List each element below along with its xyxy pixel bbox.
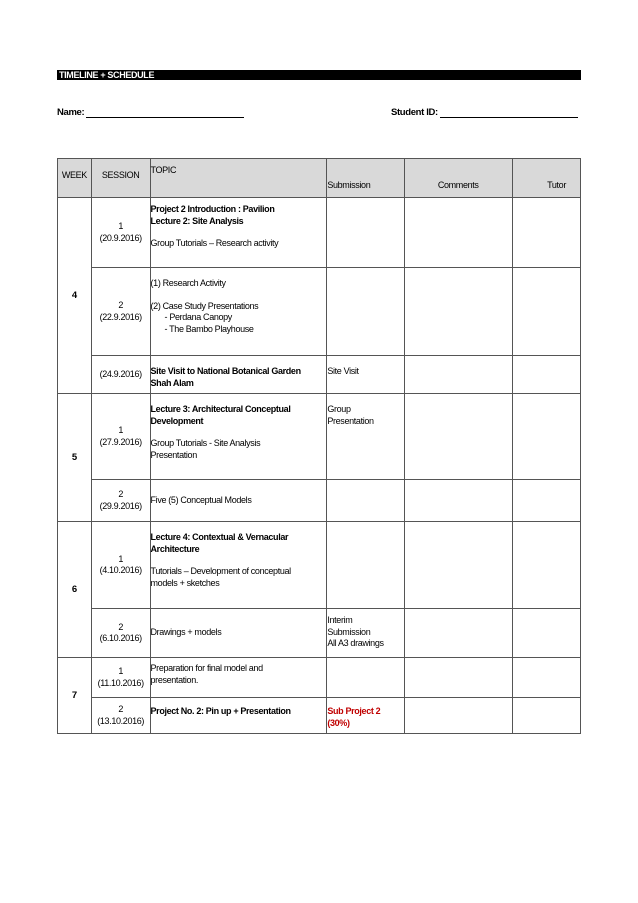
session-number: 2 — [118, 489, 123, 499]
topic-cell — [150, 356, 327, 394]
table-row — [58, 609, 581, 658]
topic-line: Development — [150, 415, 204, 426]
comments-cell[interactable] — [404, 394, 512, 480]
session-cell — [91, 658, 150, 698]
submission-cell[interactable] — [327, 198, 404, 268]
student-id-label: Student ID: — [391, 107, 438, 118]
tutor-cell[interactable] — [512, 356, 580, 394]
topic-line: (1) Research Activity — [150, 278, 226, 288]
topic-line: - Perdana Canopy — [164, 312, 232, 322]
session-number: 1 — [118, 425, 123, 435]
topic-line: Architecture — [150, 543, 200, 554]
topic-line: Preparation for final model and — [150, 663, 263, 673]
session-date: (4.10.2016) — [99, 565, 142, 575]
topic-line: Site Visit to National Botanical Garden — [150, 366, 301, 376]
submission-line: Submission — [327, 626, 371, 637]
session-cell — [91, 522, 150, 609]
submission-cell[interactable] — [327, 268, 404, 356]
topic-line: Presentation — [150, 449, 197, 460]
tutor-cell[interactable] — [512, 522, 580, 609]
submission-line: Presentation — [327, 415, 374, 426]
student-id-blank[interactable] — [440, 108, 578, 118]
table-row — [58, 522, 581, 609]
topic-line: Group Tutorials - Site Analysis — [150, 438, 261, 448]
col-comments: Comments — [404, 159, 512, 198]
topic-cell — [150, 658, 327, 698]
col-session: SESSION — [91, 159, 150, 198]
session-cell — [91, 480, 150, 522]
session-cell — [91, 268, 150, 356]
submission-line: Sub Project 2 — [327, 706, 381, 716]
session-cell — [91, 698, 150, 734]
submission-line: Group — [327, 404, 351, 414]
col-tutor: Tutor — [512, 159, 580, 198]
session-number: 2 — [118, 300, 123, 310]
week-cell — [58, 522, 92, 658]
topic-cell — [150, 268, 327, 356]
week-number: 5 — [71, 451, 77, 463]
table-row — [58, 268, 581, 356]
name-field — [57, 107, 244, 118]
session-date: (13.10.2016) — [97, 715, 145, 726]
tutor-cell[interactable] — [512, 658, 580, 698]
comments-cell[interactable] — [404, 698, 512, 734]
topic-line: Lecture 4: Contextual & Vernacular — [150, 532, 289, 542]
topic-line: presentation. — [150, 674, 199, 685]
tutor-cell[interactable] — [512, 609, 580, 658]
submission-cell[interactable] — [327, 394, 404, 480]
name-blank[interactable] — [86, 108, 244, 118]
comments-cell[interactable] — [404, 198, 512, 268]
topic-line: Drawings + models — [150, 627, 222, 638]
section-title-bar — [57, 70, 581, 80]
topic-line: Shah Alam — [150, 377, 194, 388]
tutor-cell[interactable] — [512, 698, 580, 734]
comments-cell[interactable] — [404, 522, 512, 609]
submission-line: All A3 drawings — [327, 638, 384, 648]
session-date: (27.9.2016) — [99, 436, 142, 447]
session-number: 1 — [118, 553, 123, 564]
topic-line: Project No. 2: Pin up + Presentation — [150, 706, 291, 716]
week-number: 6 — [71, 583, 77, 595]
student-id-field — [391, 107, 578, 118]
name-label: Name: — [57, 107, 85, 118]
session-date: (20.9.2016) — [99, 232, 142, 243]
submission-cell[interactable] — [327, 698, 404, 734]
topic-cell — [150, 480, 327, 522]
tutor-cell[interactable] — [512, 198, 580, 268]
topic-cell — [150, 198, 327, 268]
table-row — [58, 394, 581, 480]
session-date: (22.9.2016) — [99, 311, 142, 322]
session-cell — [91, 609, 150, 658]
session-date: (6.10.2016) — [99, 633, 142, 643]
topic-cell — [150, 522, 327, 609]
submission-cell[interactable] — [327, 356, 404, 394]
topic-line: Lecture 3: Architectural Conceptual — [150, 404, 291, 414]
submission-line: Site Visit — [327, 366, 359, 376]
week-cell — [58, 198, 92, 394]
table-row — [58, 198, 581, 268]
submission-line: (30%) — [327, 717, 350, 728]
table-header-row — [58, 159, 581, 198]
topic-line: Project 2 Introduction : Pavilion — [150, 204, 275, 214]
tutor-cell[interactable] — [512, 394, 580, 480]
tutor-cell[interactable] — [512, 480, 580, 522]
section-title: TIMELINE + SCHEDULE — [59, 70, 155, 80]
submission-cell[interactable] — [327, 658, 404, 698]
schedule-table — [57, 158, 581, 734]
topic-line: Lecture 2: Site Analysis — [150, 215, 244, 226]
topic-cell — [150, 609, 327, 658]
topic-line: (2) Case Study Presentations — [150, 300, 259, 311]
session-date: (24.9.2016) — [99, 368, 142, 379]
session-cell — [91, 356, 150, 394]
comments-cell[interactable] — [404, 609, 512, 658]
session-number: 1 — [118, 221, 123, 231]
session-number: 2 — [118, 621, 123, 632]
week-cell — [58, 658, 92, 734]
submission-cell[interactable] — [327, 522, 404, 609]
table-row — [58, 658, 581, 698]
col-submission: Submission — [327, 159, 404, 198]
topic-line: - The Bambo Playhouse — [164, 323, 254, 334]
col-topic: TOPIC — [150, 159, 327, 198]
session-date: (29.9.2016) — [99, 500, 142, 511]
session-cell — [91, 198, 150, 268]
table-row — [58, 356, 581, 394]
topic-line: Five (5) Conceptual Models — [150, 494, 252, 505]
submission-cell[interactable] — [327, 480, 404, 522]
submission-cell[interactable] — [327, 609, 404, 658]
session-number: 1 — [118, 666, 123, 676]
topic-line: models + sketches — [150, 577, 220, 588]
topic-cell — [150, 698, 327, 734]
submission-line: Interim — [327, 615, 353, 625]
topic-cell — [150, 394, 327, 480]
week-number: 7 — [71, 689, 77, 701]
session-cell — [91, 394, 150, 480]
comments-cell[interactable] — [404, 658, 512, 698]
comments-cell[interactable] — [404, 268, 512, 356]
col-week: WEEK — [58, 159, 92, 198]
comments-cell[interactable] — [404, 480, 512, 522]
topic-line: Tutorials – Development of conceptual — [150, 566, 291, 576]
topic-line: Group Tutorials – Research activity — [150, 238, 279, 248]
table-row — [58, 698, 581, 734]
table-row — [58, 480, 581, 522]
comments-cell[interactable] — [404, 356, 512, 394]
session-number: 2 — [118, 704, 123, 714]
tutor-cell[interactable] — [512, 268, 580, 356]
week-number: 4 — [71, 289, 77, 301]
week-cell — [58, 394, 92, 522]
session-date: (11.10.2016) — [97, 677, 144, 688]
